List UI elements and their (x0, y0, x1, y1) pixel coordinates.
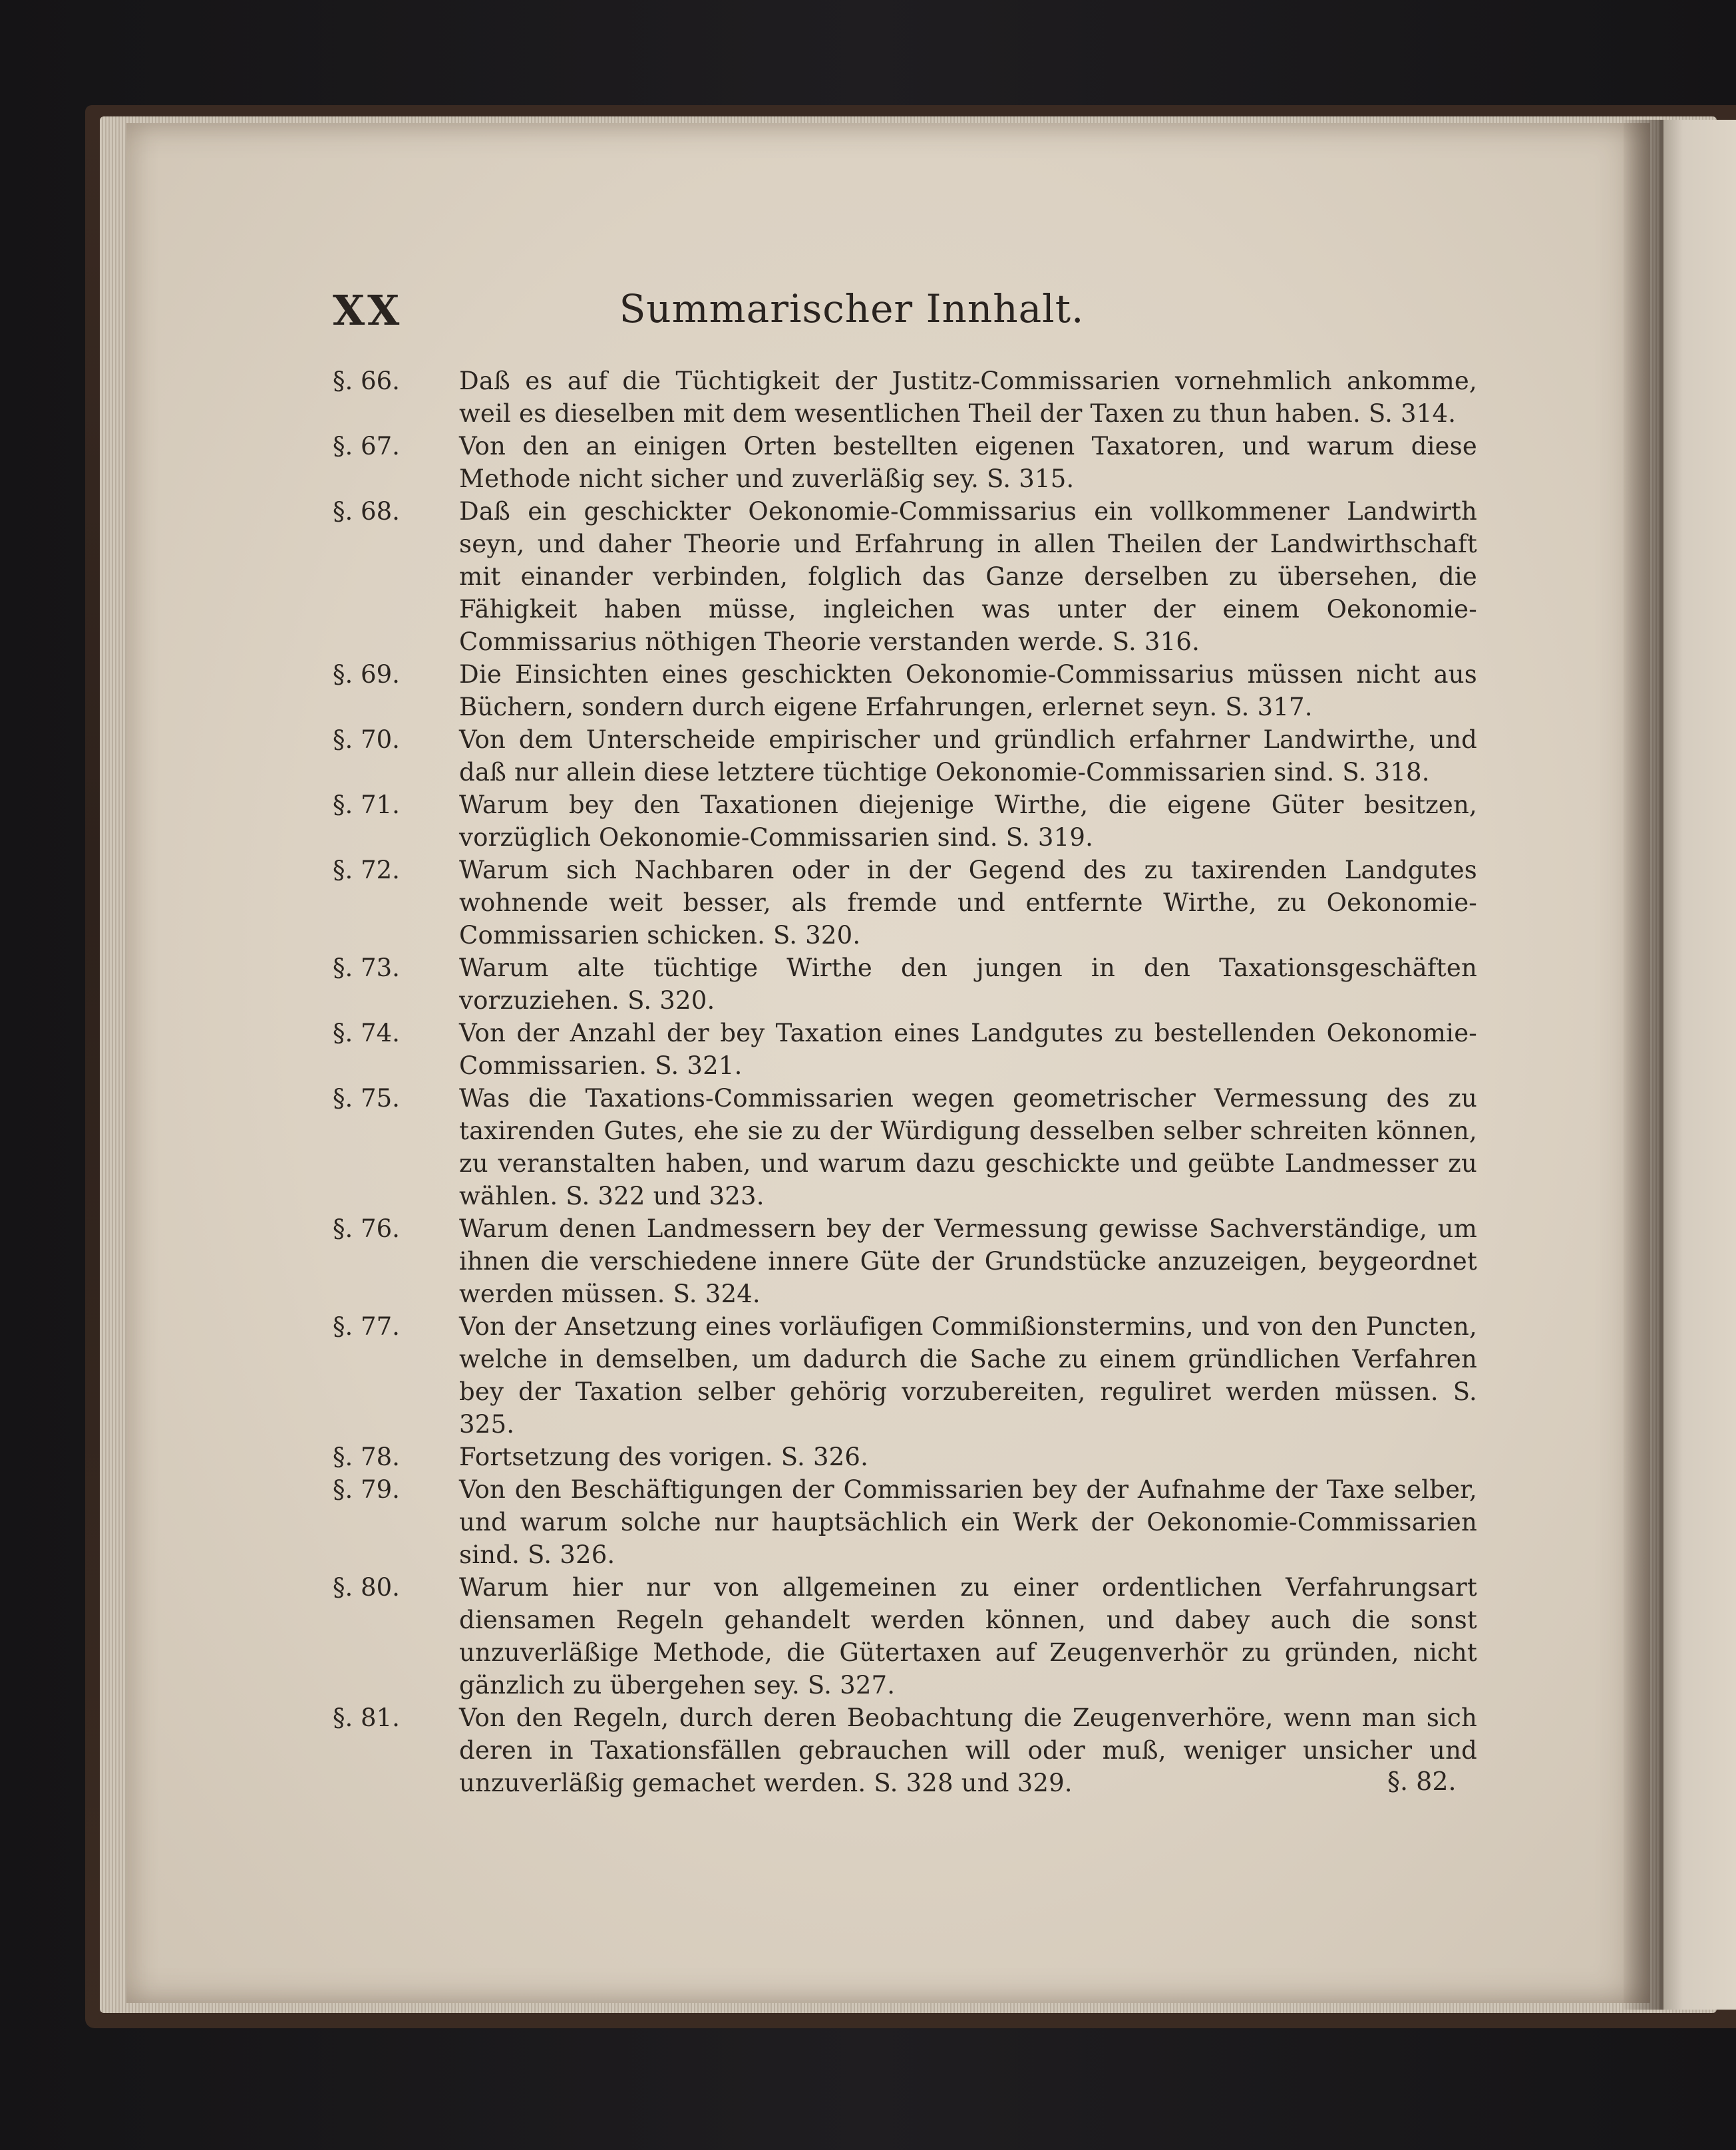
entry-number: §. 75. (333, 1084, 400, 1113)
toc-entry (333, 952, 1477, 1017)
entry-text: Daß es auf die Tüchtigkeit der Justitz-Commissarien vornehmlich ankomme, weil es dieselben mit dem wesentlichen Theil der Taxen zu thun haben. S. 314. (459, 367, 1477, 428)
toc-entry (333, 1473, 1477, 1571)
entry-number: §. 68. (333, 497, 400, 526)
entry-text: Warum denen Landmessern bey der Vermessung gewisse Sachverständige, um ihnen die verschiedene innere Güte der Grundstücke anzuzeigen, beygeordnet werden müssen. S. 324. (459, 1214, 1477, 1308)
entry-text: Fortsetzung des vorigen. S. 326. (459, 1443, 869, 1471)
toc-entry (333, 1441, 1477, 1473)
entry-text: Warum alte tüchtige Wirthe den jungen in den Taxationsgeschäften vorzuziehen. S. 320. (459, 954, 1477, 1015)
entry-number: §. 73. (333, 954, 400, 982)
entry-text: Was die Taxations-Commissarien wegen geometrischer Vermessung des zu taxirenden Gutes, ehe sie zu der Würdigung desselben selber schreiten können, zu veranstalten haben, und warum dazu geschickte und geübte Landmesser zu wählen. S. 322 und 323. (459, 1084, 1477, 1210)
toc-entry (333, 658, 1477, 723)
facing-page-edge (1660, 120, 1736, 2010)
entry-text: Von der Ansetzung eines vorläufigen Commißionstermins, und von den Puncten, welche in demselben, um dadurch die Sache zu einem gründlichen Verfahren bey der Taxation selber gehörig vorzubereiten, reguliret werden müssen. S. 325. (459, 1312, 1477, 1439)
entry-number: §. 71. (333, 791, 400, 819)
entry-number: §. 69. (333, 660, 400, 689)
entry-number: §. 70. (333, 725, 400, 754)
entry-number: §. 76. (333, 1214, 400, 1243)
toc-entry (333, 1702, 1477, 1799)
entry-number: §. 74. (333, 1019, 400, 1047)
page-number: XX (333, 286, 403, 335)
entry-number: §. 67. (333, 432, 400, 460)
page-title: Summarischer Innhalt. (619, 286, 1085, 331)
toc-entry (333, 1571, 1477, 1702)
toc-entry (333, 723, 1477, 789)
entry-number: §. 72. (333, 856, 400, 884)
toc-entry (333, 365, 1477, 430)
entry-text: Von dem Unterscheide empirischer und gründlich erfahrner Landwirthe, und daß nur allein diese letztere tüchtige Oekonomie-Commissarien sind. S. 318. (459, 725, 1477, 787)
toc-entry (333, 1310, 1477, 1441)
entry-number: §. 79. (333, 1475, 400, 1504)
toc-entry (333, 1212, 1477, 1310)
entry-text: Von der Anzahl der bey Taxation eines Landgutes zu bestellenden Oekonomie-Commissarien. S. 321. (459, 1019, 1477, 1080)
catchword: §. 82. (1387, 1767, 1457, 1796)
entry-number: §. 80. (333, 1573, 400, 1602)
entry-number: §. 66. (333, 367, 400, 395)
page-header (333, 286, 1371, 366)
toc-entry (333, 495, 1477, 658)
toc-entry (333, 789, 1477, 854)
entry-number: §. 78. (333, 1443, 400, 1471)
toc-entry (333, 854, 1477, 952)
entry-number: §. 81. (333, 1703, 400, 1732)
entry-number: §. 77. (333, 1312, 400, 1341)
entry-text: Von den Regeln, durch deren Beobachtung die Zeugenverhöre, wenn man sich deren in Taxationsfällen gebrauchen will oder muß, weniger unsicher und unzuverläßig gemachet werden. S. 328 und 329. (459, 1703, 1477, 1797)
entry-text: Warum bey den Taxationen diejenige Wirthe, die eigene Güter besitzen, vorzüglich Oekonomie-Commissarien sind. S. 319. (459, 791, 1477, 852)
entry-text: Von den an einigen Orten bestellten eigenen Taxatoren, und warum diese Methode nicht sicher und zuverläßig sey. S. 315. (459, 432, 1477, 493)
entry-text: Warum hier nur von allgemeinen zu einer ordentlichen Verfahrungsart diensamen Regeln gehandelt werden können, und dabey auch die sonst unzuverläßige Methode, die Gütertaxen auf Zeugenverhör zu gründen, nicht gänzlich zu übergehen sey. S. 327. (459, 1573, 1477, 1700)
entry-text: Die Einsichten eines geschickten Oekonomie-Commissarius müssen nicht aus Büchern, sondern durch eigene Erfahrungen, erlernet seyn. S. 317. (459, 660, 1477, 721)
entry-text: Warum sich Nachbaren oder in der Gegend des zu taxirenden Landgutes wohnende weit besser, als fremde und entfernte Wirthe, zu Oekonomie-Commissarien schicken. S. 320. (459, 856, 1477, 950)
toc-entry (333, 430, 1477, 495)
toc-entry (333, 1082, 1477, 1212)
entry-text: Daß ein geschickter Oekonomie-Commissarius ein vollkommener Landwirth seyn, und daher Theorie und Erfahrung in allen Theilen der Landwirthschaft mit einander verbinden, folglich das Ganze derselben zu übersehen, die Fähigkeit haben müsse, ingleichen was unter der einem Oekonomie-Commissarius nöthigen Theorie verstanden werde. S. 316. (459, 497, 1477, 656)
toc-entry (333, 1017, 1477, 1082)
table-of-contents (333, 365, 1477, 1799)
entry-text: Von den Beschäftigungen der Commissarien bey der Aufnahme der Taxe selber, und warum solche nur hauptsächlich ein Werk der Oekonomie-Commissarien sind. S. 326. (459, 1475, 1477, 1569)
page-gutter (1624, 120, 1663, 2010)
